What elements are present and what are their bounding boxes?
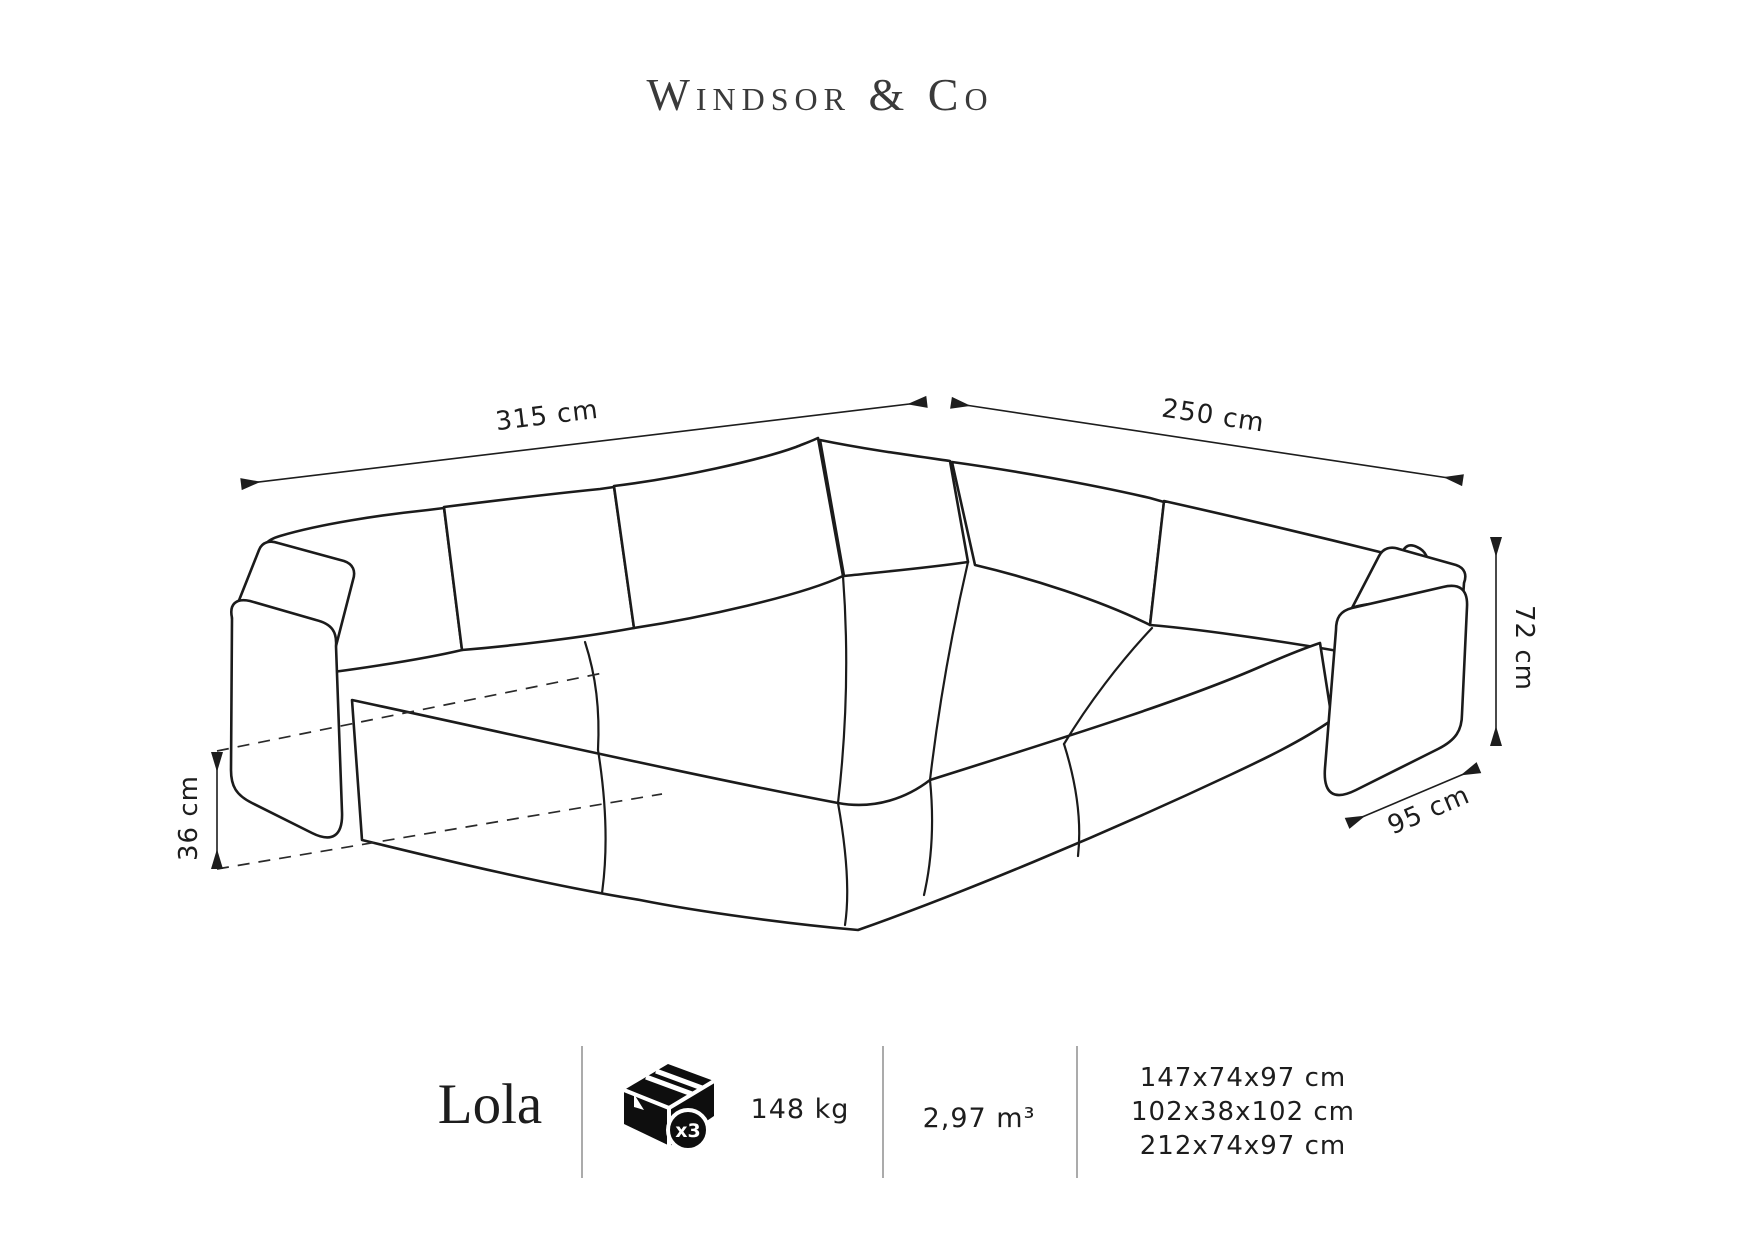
package-count: x3 <box>675 1120 701 1142</box>
label-total-width-right: 250 cm <box>1159 393 1267 439</box>
package-dimension-line: 102x38x102 cm <box>1131 1097 1355 1127</box>
footer-divider <box>581 1046 583 1178</box>
package-dimension-line: 147x74x97 cm <box>1139 1063 1347 1093</box>
label-back-height: 72 cm <box>1509 605 1539 691</box>
label-arm-depth: 95 cm <box>1383 780 1475 842</box>
package-dimension-line: 212x74x97 cm <box>1139 1131 1347 1161</box>
package-dimensions-list <box>1098 1061 1388 1163</box>
label-seat-height: 36 cm <box>174 775 204 861</box>
brand-logo: Windsor & Co <box>646 69 994 120</box>
label-total-width-left: 315 cm <box>493 394 601 438</box>
sofa-drawing <box>231 438 1467 930</box>
footer-divider <box>882 1046 884 1178</box>
footer-divider <box>1076 1046 1078 1178</box>
package-volume: 2,97 m³ <box>922 1103 1036 1134</box>
package-weight: 148 kg <box>750 1094 850 1125</box>
package-box-icon <box>608 1054 726 1158</box>
product-name: Lola <box>437 1073 543 1136</box>
